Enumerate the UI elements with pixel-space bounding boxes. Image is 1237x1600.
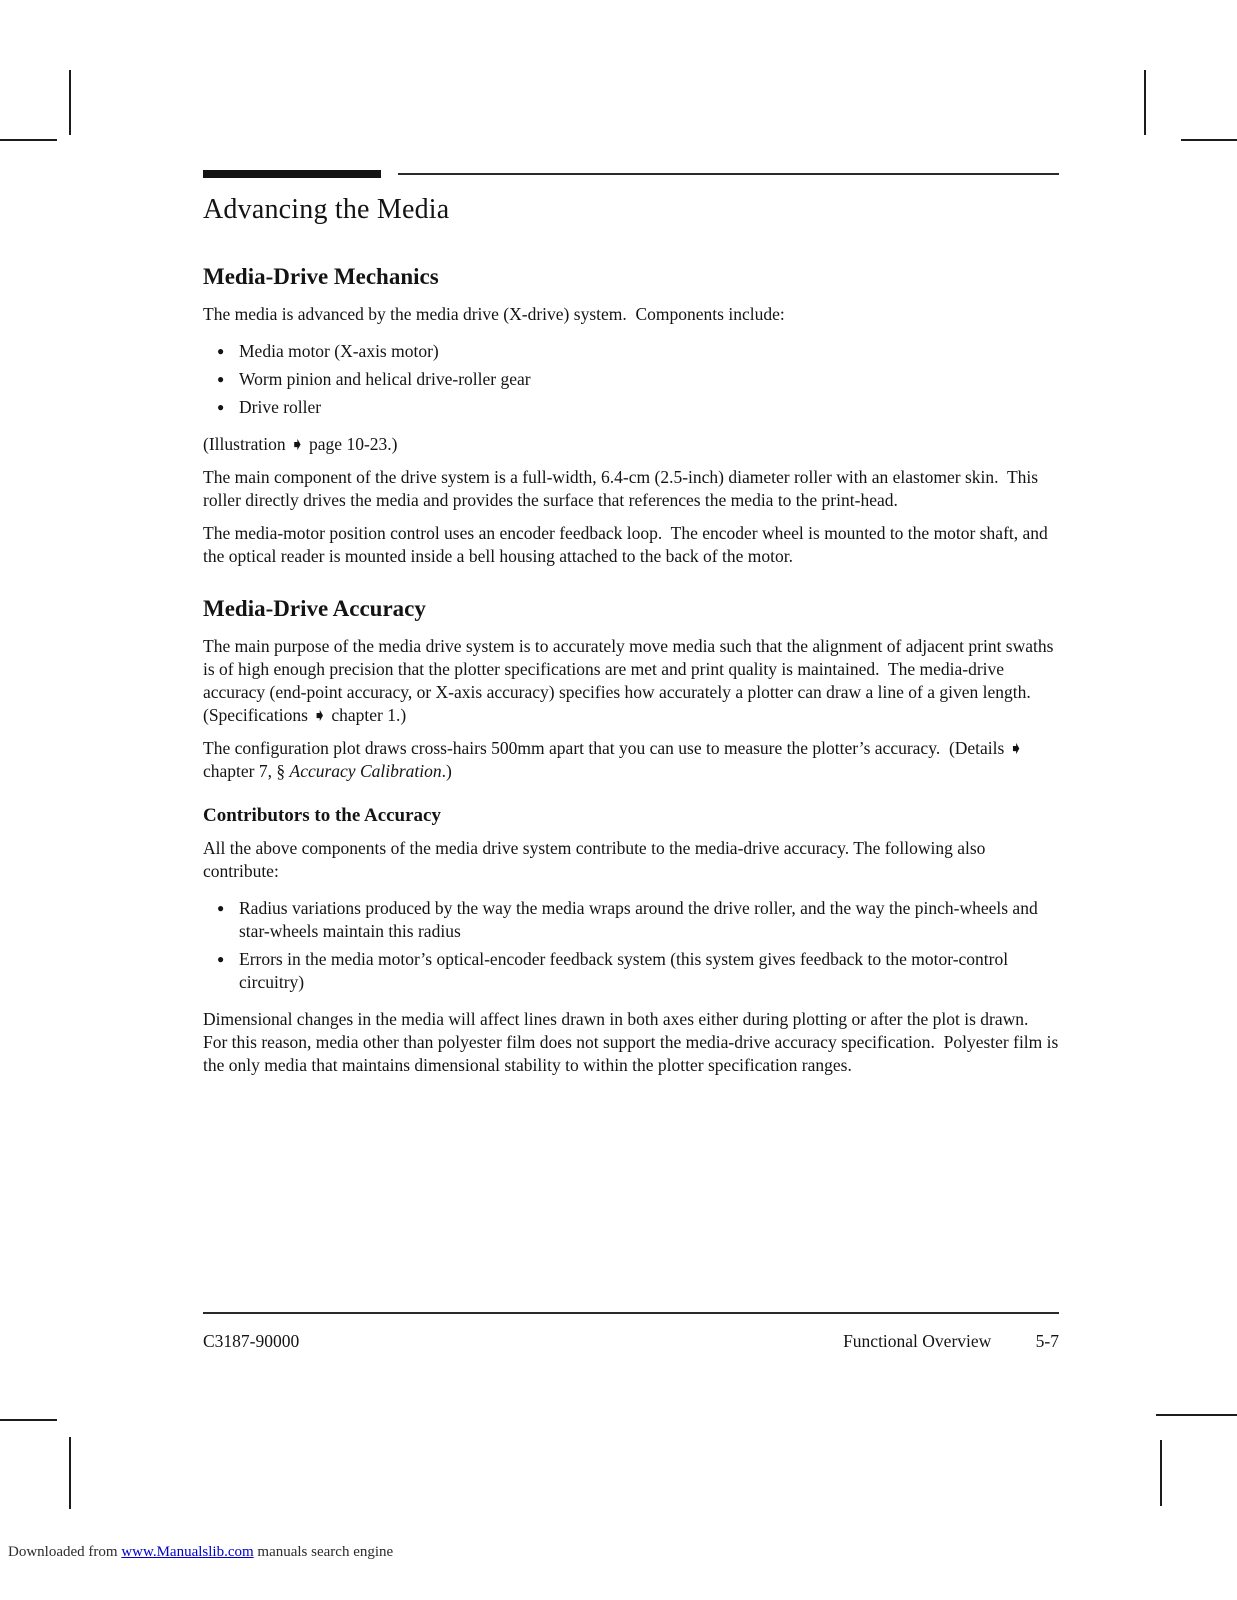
list-item [203,948,1059,994]
crop-mark-bottom-left-v [69,1437,71,1509]
accuracy-paragraph-2-italic: Accuracy Calibration [289,761,442,781]
manualslib-link[interactable]: www.Manualslib.com [121,1544,254,1560]
accuracy-paragraph-1: The main purpose of the media drive system is to accurately move media such that the alignment of adjacent print swaths is of high enough precision that the plotter specifications are met and print quality is maintained. The media-drive accuracy (end-point accuracy, or X-axis accuracy) specifies how accurately a plotter can draw a line of a given length. (Specifications ➧ chapter 1.) [203,636,1058,725]
section-media-drive-mechanics [203,264,1059,568]
list-item [203,396,1059,419]
crop-mark-bottom-right-v [1160,1440,1162,1506]
page-title: Advancing the Media [203,194,450,225]
watermark-suffix: manuals search engine [253,1544,394,1560]
bullet-icon: ● [217,344,225,358]
contributors-bullet-list [203,897,1059,994]
footer-rule [203,1312,1059,1314]
mechanics-bullet-list [203,340,1059,419]
list-item-text: Worm pinion and helical drive-roller gear [239,369,531,389]
watermark-prefix: Downloaded from [8,1544,122,1560]
list-item-text: Errors in the media motor’s optical-encoder feedback system (this system gives feedback to the motor-control circuitry) [239,949,1009,992]
bullet-icon: ● [217,901,225,915]
header-rule-thick [203,170,381,178]
list-item [203,897,1059,943]
crop-mark-bottom-left-h [0,1419,57,1421]
crop-mark-top-right-v [1144,70,1146,135]
list-item [203,340,1059,363]
list-item-text: Drive roller [239,397,322,417]
accuracy-paragraph-2-post: .) [441,761,452,781]
bullet-icon: ● [217,952,225,966]
crop-mark-bottom-right-h [1156,1414,1237,1416]
section-media-drive-accuracy [203,596,1063,1077]
mechanics-paragraph-1: The main component of the drive system is a full-width, 6.4-cm (2.5-inch) diameter roller with an elastomer skin. This roller directly drives the media and provides the surface that references the media to the print-head. [203,467,1043,510]
bullet-icon: ● [217,400,225,414]
contributors-intro: All the above components of the media drive system contribute to the media-drive accuracy. The following also contribute: [203,838,990,881]
download-watermark [8,1544,393,1561]
page-content [203,170,1063,1087]
list-item [203,368,1059,391]
sub-heading-contributors: Contributors to the Accuracy [203,805,441,826]
crop-mark-top-left-h [0,139,57,141]
header-rule [203,170,1059,178]
illustration-note: (Illustration ➧ page 10-23.) [203,434,398,454]
accuracy-closing-paragraph: Dimensional changes in the media will affect lines drawn in both axes either during plotting or after the plot is drawn. For this reason, media other than polyester film does not support the media-drive accuracy specification. Polyester film is the only media that maintains dimensional stability to within the plotter specification ranges. [203,1009,1063,1075]
mechanics-intro: The media is advanced by the media drive (X-drive) system. Components include: [203,304,785,324]
list-item-text: Radius variations produced by the way the media wraps around the drive roller, and the way the pinch-wheels and star-wheels maintain this radius [239,898,1038,941]
mechanics-paragraph-2: The media-motor position control uses an encoder feedback loop. The encoder wheel is mounted to the motor shaft, and the optical reader is mounted inside a bell housing attached to the back of the motor. [203,523,1053,566]
bullet-icon: ● [217,372,225,386]
accuracy-paragraph-2-pre: The configuration plot draws cross-hairs 500mm apart that you can use to measure the plotter’s accuracy. (Details ➧ chapter 7, § [203,738,1028,781]
page-footer [203,1312,1059,1352]
list-item-text: Media motor (X-axis motor) [239,341,439,361]
footer-section-title: Functional Overview [843,1331,992,1351]
accuracy-paragraph-2 [203,737,1059,783]
crop-mark-top-right-h [1181,139,1237,141]
doc-number: C3187-90000 [203,1331,300,1351]
footer-right [843,1331,1059,1352]
page-number: 5-7 [1035,1331,1059,1351]
section-heading-accuracy: Media-Drive Accuracy [203,596,426,621]
crop-mark-top-left-v [69,70,71,135]
header-rule-thin [398,173,1059,175]
section-heading-mechanics: Media-Drive Mechanics [203,264,439,289]
